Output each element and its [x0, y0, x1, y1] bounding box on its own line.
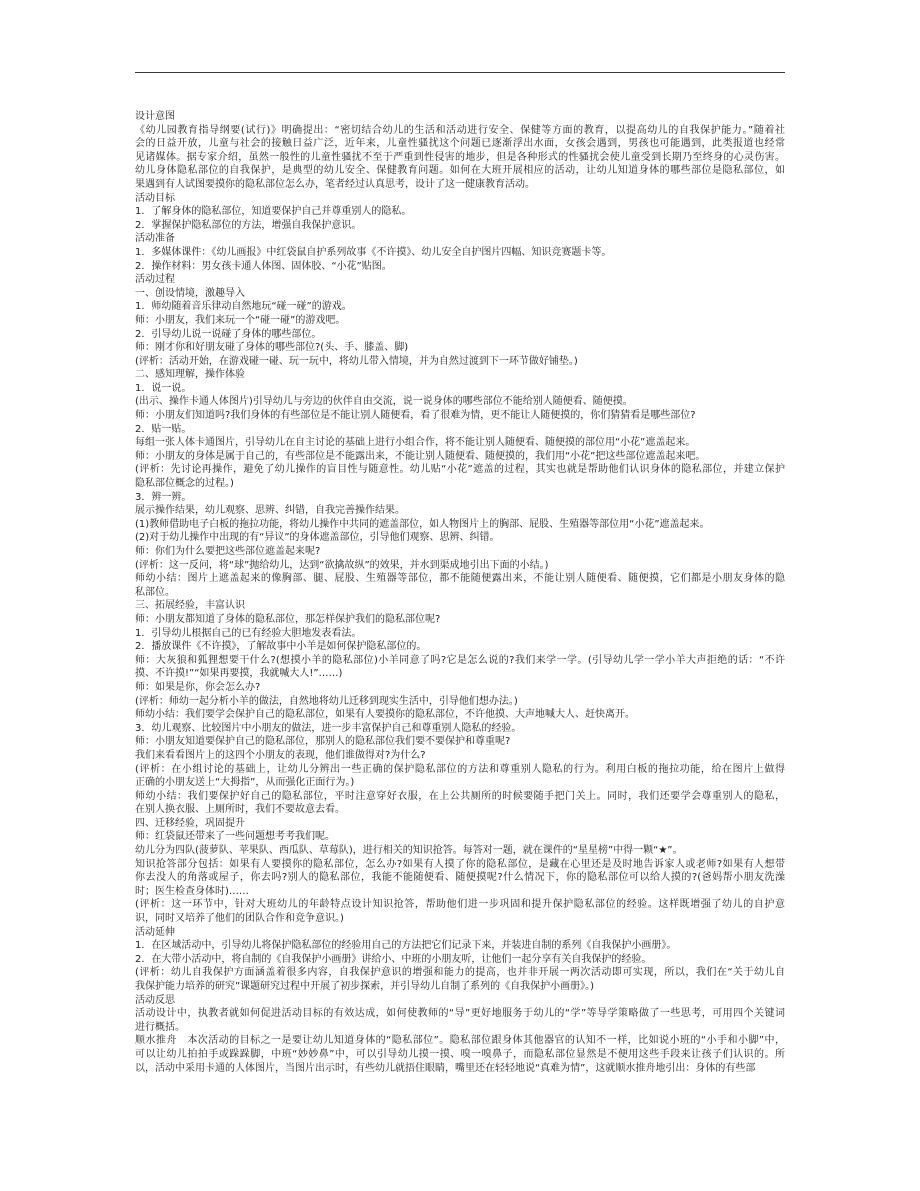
text-line: 1．了解身体的隐私部位，知道要保护自己并尊重别人的隐私。: [135, 206, 412, 218]
paragraph: [135, 844, 785, 858]
paragraph: [135, 654, 785, 681]
paragraph: [135, 450, 785, 464]
text-line: 隐私部位概念的过程。): [135, 478, 234, 490]
paragraph: [135, 531, 785, 545]
text-line: 1．多媒体课件：《幼儿画报》中红袋鼠自护系列故事《不许摸》、幼儿安全自护图片四幅、知识竞赛题卡等。: [135, 246, 612, 258]
paragraph: [135, 763, 785, 790]
text-line: 师：你们为什么要把这些部位遮盖起来呢?: [135, 546, 321, 557]
text-line: 师幼小结：我们要保护好自己的隐私部位，平时注意穿好衣服，在上公共厕所的时候要随手把门关上。同时，我们还要学会尊重别人的隐私，: [135, 790, 785, 802]
text-line: 可以让幼儿拍拍手或跺跺脚，中班“妙妙鼻”中，可以引导幼儿摸一摸、嗅一嗅鼻子，而隐私部位显然是不便用这些手段来让孩子们认识的。所: [135, 1048, 785, 1060]
text-line: (评析：在小组讨论的基础上，让幼儿分辨出一些正确的保护隐私部位的方法和尊重别人隐私的行为。利用白板的拖拉功能，给在图片上做得: [135, 763, 785, 775]
paragraph: [135, 300, 785, 314]
paragraph: [135, 735, 785, 749]
text-line: 活动过程: [135, 274, 175, 286]
text-line: (出示、操作卡通人体图片)引导幼儿与旁边的伙伴自由交流，说一说身体的哪些部位不能给别人随便看、随便摸。: [135, 396, 633, 408]
paragraph: [135, 545, 785, 559]
paragraph: [135, 314, 785, 328]
text-line: 师：红袋鼠还带来了一些问题想考考我们呢。: [135, 831, 335, 843]
text-line: 设计意图: [135, 111, 175, 122]
paragraph: [135, 395, 785, 409]
paragraph: [135, 966, 785, 993]
text-line: 师：小朋友的身体是属于自己的，有些部位是不能露出来，不能让别人随便看、随便摸的，我们用“小花”把这些部位遮盖起来吧。: [135, 450, 706, 462]
text-line: 活动延伸: [135, 926, 175, 938]
text-line: 师：刚才你和好朋友碰了身体的哪些部位?(头、手、膝盖、脚): [135, 342, 409, 354]
text-line: 2．贴一贴。: [135, 423, 192, 435]
text-line: (评析：幼儿自我保护方面涵盖着很多内容，自我保护意识的增强和能力的提高，也并非开展一两次活动即可实现，所以，我们在“关于幼儿自: [135, 967, 785, 979]
text-line: 私部位。: [135, 586, 175, 598]
paragraph: [135, 491, 785, 505]
text-line: 你去没人的角落或屋子，你去吗?别人的隐私部位，我能不能随便看、随便摸呢?什么情况下，你的隐私部位可以给人摸的?(爸妈帮小朋友洗澡: [135, 872, 785, 884]
paragraph: [135, 681, 785, 695]
section-heading: [135, 110, 785, 124]
text-line: 见诸媒体。据专家介绍，虽然一般性的儿童性骚扰不至于严重到性侵害的地步，但是各种形式的性骚扰会使儿童受到长期乃至终身的心灵伤害。: [135, 151, 785, 163]
paragraph: [135, 613, 785, 627]
paragraph: [135, 328, 785, 342]
paragraph: [135, 423, 785, 437]
text-line: (评析：这一反问，将“球”抛给幼儿，达到“欲擒故纵”的效果，并水到渠成地引出下面的小结。): [135, 559, 549, 571]
paragraph: [135, 939, 785, 953]
paragraph: [135, 205, 785, 219]
text-line: 师：小朋友知道要保护自己的隐私部位，那别人的隐私部位我们要不要保护和尊重呢?: [135, 736, 511, 748]
text-line: (评析：师幼一起分析小羊的做法，自然地将幼儿迁移到现实生活中，引导他们想办法。): [135, 695, 518, 707]
paragraph: [135, 260, 785, 274]
text-line: 活动设计中，执教者就如何促进活动目标的有效达成，如何使教师的“导”更好地服务于幼儿的“学”等导学策略做了一些思考，可用四个关键词: [135, 1008, 785, 1020]
text-line: 1．师幼随着音乐律动自然地玩“碰一碰”的游戏。: [135, 301, 352, 313]
paragraph: [135, 219, 785, 233]
text-line: 师：如果是你，你会怎么办?: [135, 681, 261, 693]
text-line: 师幼小结：我们要学会保护自己的隐私部位，如果有人要摸你的隐私部位，不许他摸、大声地喊大人、赶快离开。: [135, 709, 635, 721]
paragraph: [135, 722, 785, 736]
text-line: 时；医生检查身体时)……: [135, 885, 249, 897]
text-line: 3．辨一辨。: [135, 491, 192, 503]
text-line: 师：小朋友，我们来玩一个“碰一碰”的游戏吧。: [135, 314, 346, 326]
paragraph: [135, 640, 785, 654]
paragraph: [135, 246, 785, 260]
text-line: 三、拓展经验，丰富认识: [135, 600, 245, 612]
section-heading: [135, 192, 785, 206]
paragraph: [135, 708, 785, 722]
text-line: 活动反思: [135, 994, 175, 1006]
text-line: 展示操作结果，幼儿观察、思辨、纠错，自我完善操作结果。: [135, 505, 405, 517]
text-line: 2．在大带小活动中，将自制的《自我保护小画册》讲给小、中班的小朋友听，让他们一起分享有关自我保护的经验。: [135, 953, 652, 965]
text-line: 活动目标: [135, 192, 175, 204]
text-line: 1．在区域活动中，引导幼儿将保护隐私部位的经验用自己的方法把它们记录下来，并装进自制的系列《自我保护小画册》。: [135, 940, 677, 952]
section-heading: [135, 232, 785, 246]
text-line: 幼儿身体隐私部位的自我保护，是典型的幼儿安全、保健教育问题。如何在大班开展相应的活动，让幼儿知道身体的哪些部位是隐私部位，如: [135, 165, 785, 177]
text-line: 二、感知理解，操作体验: [135, 369, 245, 381]
text-line: 2．操作材料：男女孩卡通人体图、固体胶、“小花”贴图。: [135, 260, 392, 272]
text-line: 在别人换衣服、上厕所时，我们不要故意去看。: [135, 804, 345, 816]
text-line: 知识抢答部分包括：如果有人要摸你的隐私部位，怎么办?如果有人摸了你的隐私部位，是藏在心里还是及时地告诉家人或老师?如果有人想带: [135, 858, 785, 870]
paragraph: [135, 504, 785, 518]
text-line: 正确的小朋友送上“大拇指”，从而强化正面行为。): [135, 777, 355, 789]
paragraph: [135, 463, 785, 490]
paragraph: [135, 1034, 785, 1075]
section-heading: [135, 273, 785, 287]
text-line: 每组一张人体卡通图片，引导幼儿在自主讨论的基础上进行小组合作，将不能让别人随便看、随便摸的部位用“小花”遮盖起来。: [135, 437, 696, 449]
text-line: 1．说一说。: [135, 382, 192, 394]
subsection-heading: [135, 599, 785, 613]
text-line: 师：小朋友们知道吗?我们身体的有些部位是不能让别人随便看，看了很难为情，更不能让人随便摸的，你们猜猜看是哪些部位?: [135, 410, 696, 422]
text-line: 我保护能力培养的研究”课题研究过程中开展了初步探索，并引导幼儿自制了系列的《自我保护小画册》。): [135, 981, 595, 992]
text-line: 会的日益开放，儿童与社会的接触日益广泛，近年来，儿童性骚扰这个问题已逐渐浮出水面，女孩会遇到，男孩也可能遇到，此类报道也经常: [135, 138, 785, 150]
section-heading: [135, 926, 785, 940]
paragraph: [135, 382, 785, 396]
text-line: 2．引导幼儿说一说碰了身体的哪些部位。: [135, 328, 322, 340]
text-line: 识，同时又培养了他们的团队合作和竞争意识。): [135, 913, 344, 925]
paragraph: [135, 898, 785, 925]
text-line: (1)教师借助电子白板的拖拉功能，将幼儿操作中共同的遮盖部位，如人物图片上的胸部、屁股、生殖器等部位用“小花”遮盖起来。: [135, 518, 710, 530]
top-rule: [135, 72, 785, 73]
text-line: 果遇到有人试图要摸你的隐私部位怎么办，笔者经过认真思考，设计了这一健康教育活动。: [135, 178, 535, 190]
paragraph: [135, 518, 785, 532]
text-line: 顺水推舟 本次活动的目标之一是要让幼儿知道身体的“隐私部位”。隐私部位跟身体其他器官的认知不一样，比如说小班的“小手和小脚”中，: [135, 1035, 785, 1047]
paragraph: [135, 627, 785, 641]
text-line: 一、创设情境，激趣导入: [135, 287, 245, 299]
paragraph: [135, 572, 785, 599]
text-line: 进行概括。: [135, 1021, 185, 1033]
text-line: 四、迁移经验，巩固提升: [135, 817, 245, 829]
paragraph: [135, 953, 785, 967]
paragraph: [135, 695, 785, 709]
text-line: 2．播放课件《不许摸》，了解故事中小羊是如何保护隐私部位的。: [135, 641, 427, 653]
document-body: [135, 110, 785, 1075]
text-line: 师：大灰狼和狐狸想要干什么?(想摸小羊的隐私部位)小羊同意了吗?它是怎么说的?我们来学一学。(引导幼儿学一学小羊大声拒绝的话：“不许: [135, 654, 785, 666]
text-line: 摸、不许摸!”“如果再要摸，我就喊大人!”……): [135, 668, 343, 680]
text-line: 2．掌握保护隐私部位的方法，增强自我保护意识。: [135, 219, 362, 231]
paragraph: [135, 749, 785, 763]
text-line: 幼儿分为四队(菠萝队、苹果队、西瓜队、草莓队)，进行相关的知识抢答。每答对一题，就在课件的“星星榜”中得一颗“★”。: [135, 845, 683, 857]
section-heading: [135, 994, 785, 1008]
paragraph: [135, 355, 785, 369]
paragraph: [135, 341, 785, 355]
paragraph: [135, 830, 785, 844]
text-line: 我们来看看图片上的这四个小朋友的表现，他们谁做得对?为什么?: [135, 749, 426, 761]
paragraph: [135, 790, 785, 817]
paragraph: [135, 559, 785, 573]
paragraph: [135, 858, 785, 899]
paragraph: [135, 124, 785, 192]
text-line: 3．幼儿观察、比较图片中小朋友的做法，进一步丰富保护自己和尊重别人隐私的经验。: [135, 722, 522, 734]
paragraph: [135, 1007, 785, 1034]
text-line: (2)对于幼儿操作中出现的有“异议”的身体遮盖部位，引导他们观察、思辨、纠错。: [135, 532, 500, 544]
text-line: (评析：这一环节中，针对大班幼儿的年龄特点设计知识抢答，帮助他们进一步巩固和提升保护隐私部位的经验。这样既增强了幼儿的自护意: [135, 899, 785, 911]
text-line: 活动准备: [135, 233, 175, 245]
text-line: 师幼小结：图片上遮盖起来的像胸部、腿、屁股、生殖器等部位，都不能随便露出来，不能让别人随便看、随便摸，它们都是小朋友身体的隐: [135, 573, 785, 585]
text-line: 1．引导幼儿根据自己的已有经验大胆地发表看法。: [135, 627, 362, 639]
subsection-heading: [135, 368, 785, 382]
text-line: (评析：先讨论再操作，避免了幼儿操作的盲目性与随意性。幼儿贴“小花”遮盖的过程，其实也就是帮助他们认识身体的隐私部位，并建立保护: [135, 464, 785, 476]
text-line: 以，活动中采用卡通的人体图片，当图片出示时，有些幼儿就捂住眼睛，嘴里还在轻轻地说“真难为情”，这就顺水推舟地引出：身体的有些部: [135, 1062, 756, 1074]
subsection-heading: [135, 287, 785, 301]
paragraph: [135, 436, 785, 450]
text-line: 《幼儿园教育指导纲要(试行)》明确提出：“密切结合幼儿的生活和活动进行安全、保健等方面的教育，以提高幼儿的自我保护能力。”随着社: [135, 124, 785, 136]
paragraph: [135, 409, 785, 423]
text-line: (评析：活动开始，在游戏碰一碰、玩一玩中，将幼儿带入情境，并为自然过渡到下一环节做好铺垫。): [135, 355, 578, 367]
text-line: 师：小朋友都知道了身体的隐私部位，那怎样保护我们的隐私部位呢?: [135, 613, 441, 625]
subsection-heading: [135, 817, 785, 831]
